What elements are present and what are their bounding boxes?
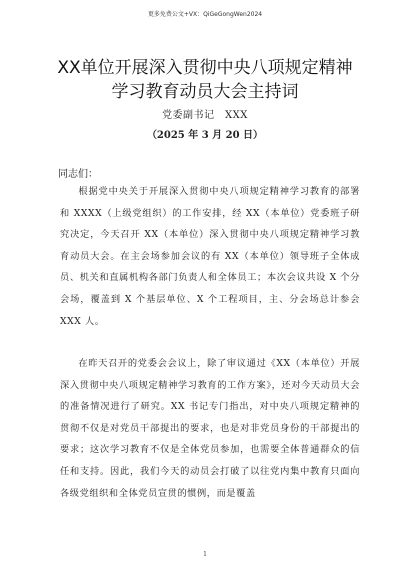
body-paragraph: 根据党中央关于开展深入贯彻中央八项规定精神学习教育的部署和 XXXX（上级党组织）的工作安排，经 XX（本单位）党委班子研究决定，今天召开 XX（本单位）深入贯彻中央八项规定精神学习教育动员大会。在主会场参加会议的有 XX（本单位）领导班子全体成员、机关和直属机构各部门负责人和全体员工；本次会议共设 X 个分会场，覆盖到 X 个基层单位、X 个工程项目，主、分会场总计参会 XXX 人。 <box>60 186 360 327</box>
header-note: 更多免费公文+VX：QiGeGongWen2024 <box>147 11 263 18</box>
document-title-line-1: XX单位开展深入贯彻中央八项规定精神 <box>57 58 353 78</box>
body-paragraph: 在昨天召开的党委会会议上，除了审议通过《XX（本单位）开展深入贯彻中央八项规定精神学习教育的工作方案》，还对今天动员大会的准备情况进行了研究。XX 书记专门指出，对中央八项规定精神的贯彻不仅是对党员干部提出的要求，也是对非党员身份的干部提出的要求；这次学习教育不仅是全体党员参加，也需要全体普通群众的信任和支持。因此，我们今天的动员会打破了以往党内集中教育只面向各级党组织和全体党员宣贯的惯例，而是覆盖 <box>60 358 360 499</box>
greeting: 同志们： <box>58 169 98 180</box>
date-line: （2025 年 3 月 20 日） <box>146 130 264 141</box>
page-number: 1 <box>203 551 207 558</box>
document-title-line-2: 学习教育动员大会主持词 <box>111 82 299 102</box>
author-line: 党委副书记 XXX <box>162 110 248 121</box>
